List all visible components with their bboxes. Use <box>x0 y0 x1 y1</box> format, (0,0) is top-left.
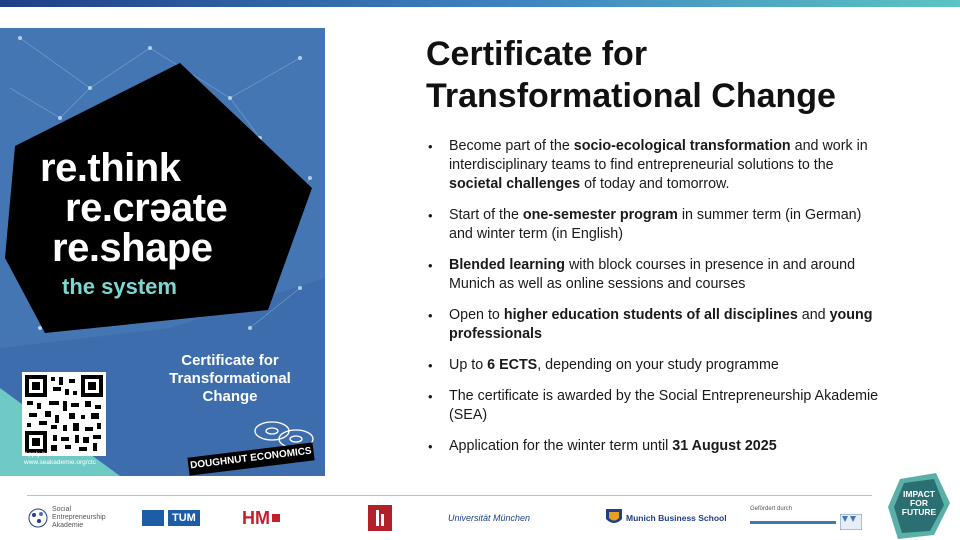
hm-flag-icon <box>272 514 280 522</box>
bullet-text: Up to <box>449 357 488 373</box>
bullet-text: and work in interdisciplinary teams to find entrepreneurial solutions to the <box>449 138 868 173</box>
poster-headline-recreate: re.crəate <box>65 186 228 230</box>
mbs-shield-icon <box>606 509 622 527</box>
page-title-line-1: Certificate for <box>426 35 648 73</box>
tum-logo-text: TUM <box>168 510 200 526</box>
impact-line-2: FOR <box>910 498 928 508</box>
bullet-emphasis: 31 August 2025 <box>672 438 777 454</box>
impact-for-future-text <box>899 490 939 517</box>
tum-mark-icon <box>142 510 164 526</box>
feature-bullet <box>426 437 886 456</box>
bullet-text: , depending on your study programme <box>537 357 779 373</box>
sea-logo-text: Social Entrepreneurship Akademie <box>52 506 106 529</box>
poster-cert-line-1: Certificate for <box>181 352 279 369</box>
tum-logo[interactable] <box>142 506 200 530</box>
top-accent-bar <box>0 0 960 7</box>
bullet-emphasis: one-semester program <box>522 207 678 223</box>
apply-url[interactable]: www.seakademie.org/ctc <box>24 459 96 466</box>
impact-line-1: IMPACT <box>903 489 935 499</box>
feature-bullet <box>426 256 886 294</box>
hm-logo[interactable] <box>242 506 280 530</box>
feature-bullet <box>426 306 886 344</box>
ministry-text-bar <box>750 521 836 524</box>
bullet-text: of today and tomorrow. <box>580 176 730 192</box>
lmu-logo[interactable] <box>448 506 530 530</box>
bullet-text: The certificate is awarded by the Social Entrepreneurship Akademie (SEA) <box>449 388 879 423</box>
impact-line-3: FUTURE <box>901 507 937 517</box>
poster-cert-line-2: Transformational <box>169 370 291 387</box>
crest-icon <box>368 505 392 531</box>
feature-bullet <box>426 206 886 244</box>
sponsor-ministry-mark <box>750 514 862 530</box>
mbs-logo-text: Munich Business School <box>626 513 727 523</box>
bullet-text: with block courses in presence in and around Munich as well as online sessions and courses <box>449 257 856 292</box>
bullet-text: in summer term (in German) and winter term (in English) <box>449 207 862 242</box>
page-title-line-2: Transformational Change <box>426 77 836 115</box>
bullet-text: Become part of the <box>449 138 574 154</box>
bullet-emphasis: societal challenges <box>449 176 581 192</box>
qr-code[interactable] <box>22 372 106 456</box>
poster-headline-rethink: re.think <box>40 146 181 190</box>
bullet-emphasis: higher education students of all disciplines <box>503 307 798 323</box>
feature-bullet-list <box>426 137 886 468</box>
bullet-text: Application for the winter term until <box>449 438 673 454</box>
bullet-text: Open to <box>449 307 504 323</box>
bullet-text: Start of the <box>449 207 523 223</box>
sponsor-label: Gefördert durch <box>750 506 793 512</box>
qr-code-icon <box>25 375 103 453</box>
feature-bullet <box>426 137 886 194</box>
lmu-logo-text: Universität München <box>448 513 531 523</box>
poster-certificate-title <box>150 352 310 406</box>
bavaria-crest-icon <box>840 514 862 530</box>
footer-divider <box>27 495 872 496</box>
program-poster <box>0 28 325 476</box>
sea-logo[interactable] <box>27 506 120 530</box>
bullet-emphasis: Blended learning <box>449 257 565 273</box>
sponsor-logo[interactable] <box>750 506 862 530</box>
bullet-emphasis: socio-ecological transformation <box>573 138 791 154</box>
hm-logo-text: HM <box>242 507 270 528</box>
poster-subline: the system <box>62 274 177 299</box>
bullet-text: and <box>797 307 830 323</box>
apply-label: Apply here: <box>24 451 57 458</box>
university-crest-logo[interactable] <box>368 506 392 530</box>
page-title <box>426 33 946 117</box>
bullet-emphasis: 6 ECTS <box>487 357 538 373</box>
feature-bullet <box>426 387 886 425</box>
poster-headline-reshape: re.shape <box>52 226 213 270</box>
feature-bullet <box>426 356 886 375</box>
bullet-emphasis: young professionals <box>449 307 873 342</box>
munich-business-school-logo[interactable] <box>606 506 727 530</box>
poster-cert-line-3: Change <box>202 388 258 405</box>
apply-info <box>24 451 96 467</box>
doughnut-economics-badge: DOUGHNUT ECONOMICS <box>187 442 314 475</box>
sea-network-icon <box>27 507 49 529</box>
